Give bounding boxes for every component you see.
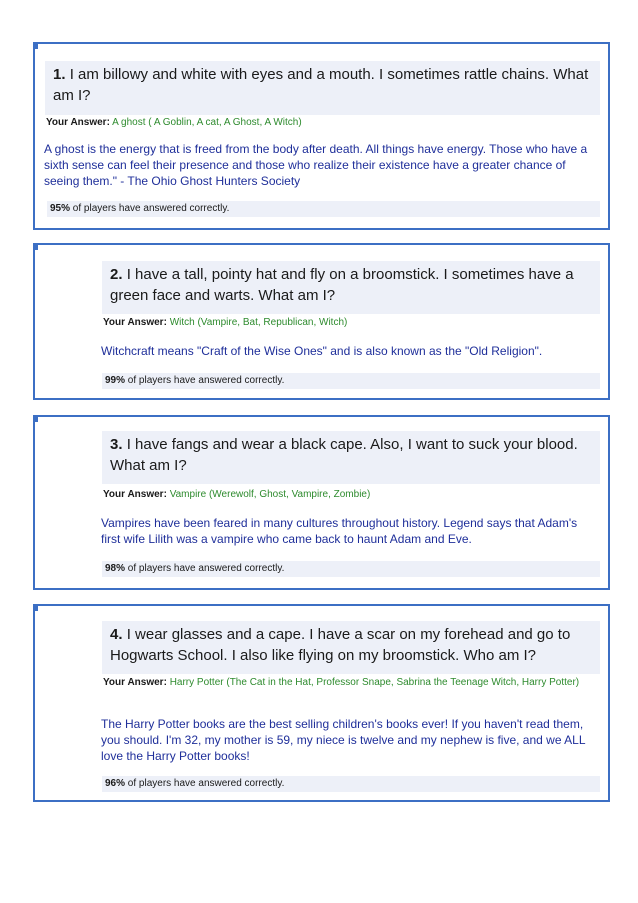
percent-value: 98% — [105, 563, 126, 574]
answer-label: Your Answer: — [46, 117, 110, 128]
explanation-text: Vampires have been feared in many cultures throughout history. Legend says that Adam's first wife Lilith was a vampire who came back to haunt Adam and Eve. — [101, 516, 578, 546]
explanation-text: Witchcraft means "Craft of the Wise Ones" and is also known as the "Old Religion". — [101, 344, 543, 358]
percent-value: 96% — [105, 778, 126, 789]
question-text: I wear glasses and a cape. I have a scar on my forehead and go to Hogwarts School. I also like flying on my broomstick. Who am I? — [110, 626, 571, 664]
answer-value: Harry Potter (The Cat in the Hat, Professor Snape, Sabrina the Teenage Witch, Harry Potter) — [169, 677, 580, 688]
question-box — [102, 621, 600, 674]
answer-label: Your Answer: — [103, 317, 167, 328]
answer-label: Your Answer: — [103, 677, 167, 688]
percent-label: of players have answered correctly. — [127, 778, 285, 789]
question-number: 1. — [53, 66, 66, 83]
percent-value: 95% — [50, 203, 71, 214]
explanation-text: The Harry Potter books are the best selling children's books ever! If you haven't read them, you should. I'm 32, my mother is 59, my niece is twelve and my nephew is five, and we ALL love the Harry Potter books! — [101, 717, 586, 763]
percent-label: of players have answered correctly. — [72, 203, 230, 214]
question-box — [45, 61, 600, 115]
answer-line — [103, 488, 600, 502]
answer-line — [103, 316, 600, 330]
question-number: 4. — [110, 626, 123, 643]
question-number: 2. — [110, 266, 123, 283]
question-box — [102, 431, 600, 484]
question-number: 3. — [110, 436, 123, 453]
percent-label: of players have answered correctly. — [127, 375, 285, 386]
answer-line — [46, 116, 600, 130]
question-text: I have a tall, pointy hat and fly on a broomstick. I sometimes have a green face and warts. What am I? — [110, 266, 574, 304]
question-card-3 — [33, 415, 610, 590]
question-card-2 — [33, 243, 610, 400]
question-text: I am billowy and white with eyes and a mouth. I sometimes rattle chains. What am I? — [53, 66, 589, 104]
answer-value: Witch (Vampire, Bat, Republican, Witch) — [169, 317, 348, 328]
question-card-4 — [33, 604, 610, 802]
answer-label: Your Answer: — [103, 489, 167, 500]
percent-correct-bar — [102, 776, 600, 792]
question-card-1 — [33, 42, 610, 230]
answer-value: Vampire (Werewolf, Ghost, Vampire, Zombie) — [169, 489, 371, 500]
percent-correct-bar — [102, 373, 600, 389]
percent-label: of players have answered correctly. — [127, 563, 285, 574]
percent-value: 99% — [105, 375, 126, 386]
explanation-text: A ghost is the energy that is freed from the body after death. All things have energy. Those who have a sixth sense can feel their presence and those who realize their existence have a greater chance of seeing them." - The Ohio Ghost Hunters Society — [44, 142, 588, 188]
percent-correct-bar — [102, 561, 600, 577]
percent-correct-bar — [47, 201, 600, 217]
answer-line — [103, 676, 594, 690]
question-text: I have fangs and wear a black cape. Also, I want to suck your blood. What am I? — [110, 436, 578, 474]
question-box — [102, 261, 600, 314]
answer-value: A ghost ( A Goblin, A cat, A Ghost, A Witch) — [112, 117, 302, 128]
